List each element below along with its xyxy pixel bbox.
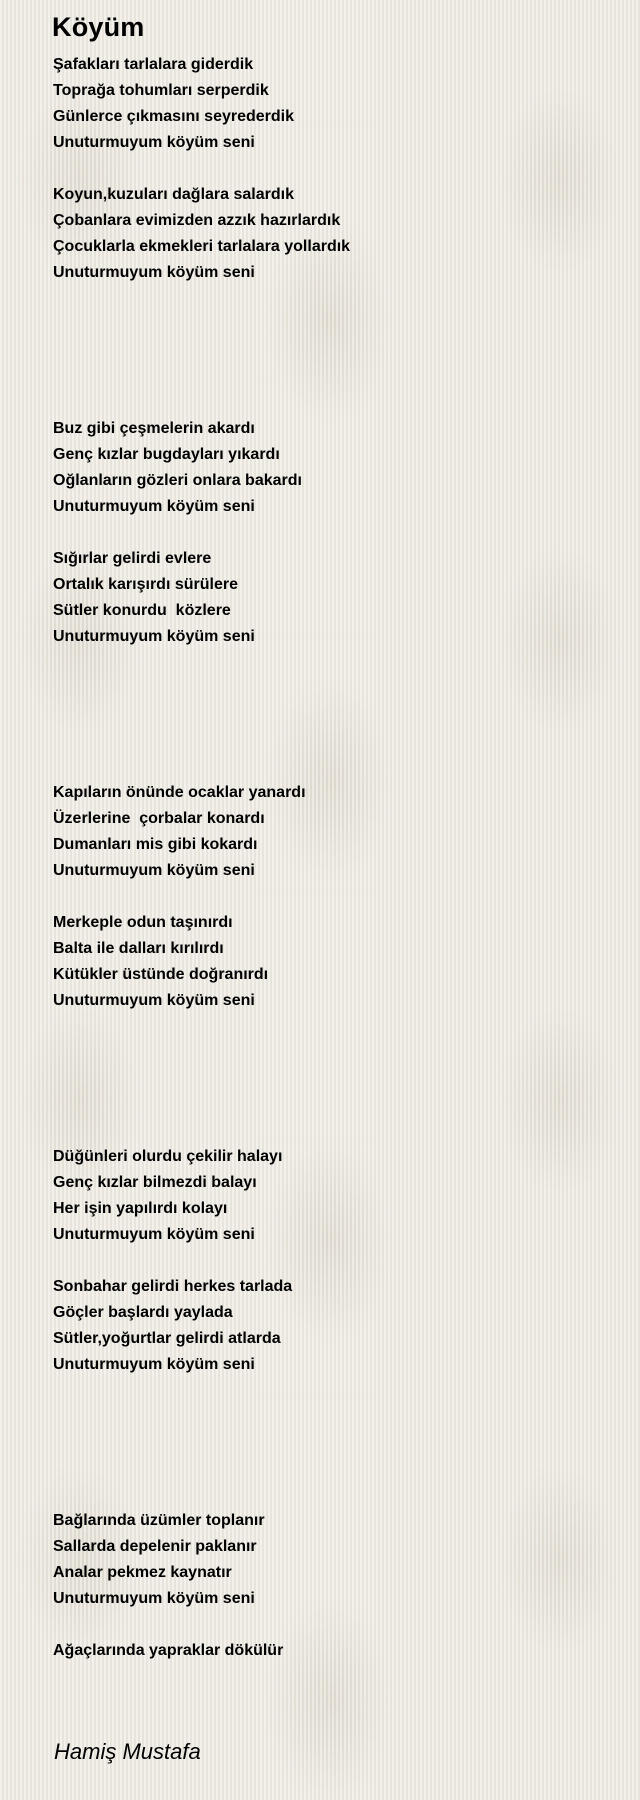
poem-blank-line [53,520,613,546]
poem-line: Unuturmuyum köyüm seni [53,264,255,281]
poem-line: Üzerlerine çorbalar konardı [53,810,265,827]
poem-line: Düğünleri olurdu çekilir halayı [53,1148,283,1165]
poem-line: Buz gibi çeşmelerin akardı [53,420,255,437]
poem-line: Unuturmuyum köyüm seni [53,1226,255,1243]
poem-blank-line [53,702,613,728]
poem-line: Günlerce çıkmasını seyrederdik [53,108,295,125]
poem-line: Unuturmuyum köyüm seni [53,1356,255,1373]
poem-line: Ağaçlarında yapraklar dökülür [53,1642,284,1659]
poem-blank-line [53,1378,613,1404]
poem-blank-line [53,338,613,364]
poem-line: Dumanları mis gibi kokardı [53,836,258,853]
poem-blank-line [53,1430,613,1456]
poem-author: Hamiş Mustafa [54,1739,201,1764]
poem-blank-line [53,1066,613,1092]
poem-line: Unuturmuyum köyüm seni [53,628,255,645]
poem-blank-line [53,312,613,338]
poem-line: Sütler konurdu közlere [53,602,231,619]
poem-blank-line [53,1092,613,1118]
poem-line: Genç kızlar bugdayları yıkardı [53,446,280,463]
poem-blank-line [53,364,613,390]
poem-blank-line [53,156,613,182]
poem-blank-line [53,676,613,702]
poem-blank-line [53,1482,613,1508]
poem-body [53,52,613,1664]
poem-blank-line [53,390,613,416]
poem-line: Şafakları tarlalara giderdik [53,56,254,73]
poem-line: Genç kızlar bilmezdi balayı [53,1174,257,1191]
poem-line: Bağlarında üzümler toplanır [53,1512,265,1529]
poem-line: Unuturmuyum köyüm seni [53,134,255,151]
poem-line: Merkeple odun taşınırdı [53,914,233,931]
poem-blank-line [53,728,613,754]
poem-line: Unuturmuyum köyüm seni [53,992,255,1009]
poem-title: Köyüm [52,12,145,42]
poem-line: Balta ile dalları kırılırdı [53,940,224,957]
poem-blank-line [53,1014,613,1040]
poem-line: Çocuklarla ekmekleri tarlalara yollardık [53,238,351,255]
poem-blank-line [53,884,613,910]
poem-line: Unuturmuyum köyüm seni [53,862,255,879]
poem-line: Sütler,yoğurtlar gelirdi atlarda [53,1330,281,1347]
poem-blank-line [53,1612,613,1638]
poem-line: Koyun,kuzuları dağlara salardık [53,186,294,203]
poem-blank-line [53,1456,613,1482]
poem-line: Her işin yapılırdı kolayı [53,1200,228,1217]
poem-line: Göçler başlardı yaylada [53,1304,233,1321]
poem-line: Oğlanların gözleri onlara bakardı [53,472,302,489]
poem-blank-line [53,1118,613,1144]
poem-line: Analar pekmez kaynatır [53,1564,232,1581]
poem-line: Sığırlar gelirdi evlere [53,550,212,567]
poem-line: Çobanlara evimizden azzık hazırlardık [53,212,341,229]
poem-blank-line [53,286,613,312]
poem-line: Ortalık karışırdı sürülere [53,576,238,593]
poem-line: Unuturmuyum köyüm seni [53,498,255,515]
poem-blank-line [53,1040,613,1066]
poem-line: Sonbahar gelirdi herkes tarlada [53,1278,293,1295]
poem-line: Kütükler üstünde doğranırdı [53,966,269,983]
poem-blank-line [53,650,613,676]
poem-line: Unuturmuyum köyüm seni [53,1590,255,1607]
poem-blank-line [53,1248,613,1274]
poem-line: Kapıların önünde ocaklar yanardı [53,784,306,801]
poem-line: Sallarda depelenir paklanır [53,1538,257,1555]
poem-line: Toprağa tohumları serperdik [53,82,269,99]
poem-blank-line [53,754,613,780]
poem-blank-line [53,1404,613,1430]
